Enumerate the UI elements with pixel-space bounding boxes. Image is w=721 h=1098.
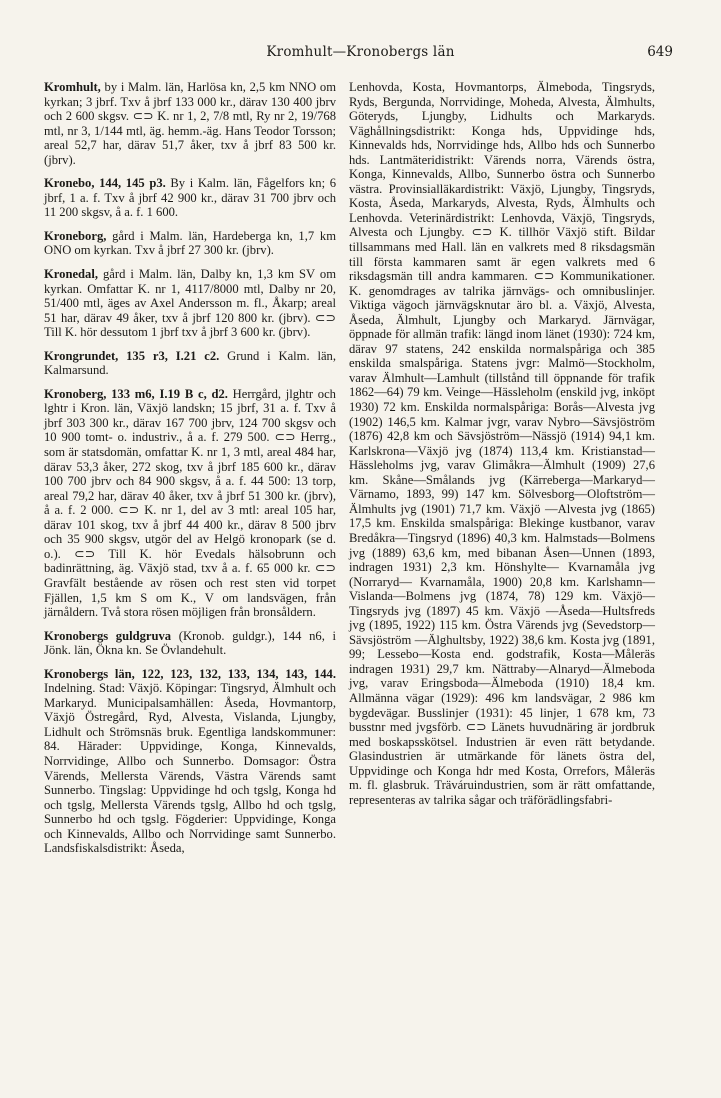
entry-krongrundet: [44, 349, 336, 378]
entry-text: by i Malm. län, Harlösa kn, 2,5 km NNO om kyrkan; 3 jbrf. Txv å jbrf 133 000 kr., därav 130 400 jbrv och 2 600 skgsv. ⊂⊃ K. nr 1, 2, 7/8 mtl, Ry nr 2, 19/768 mtl, nr 3, 1/144 mtl, äg. hemm.-äg. Hans Teodor Torsson; areal 52,7 har, därav 51,7 åker, txv å jbrf 83 500 kr. (jbrv).: [44, 80, 336, 167]
entry-headword: Kronebo, 144, 145 p3.: [44, 176, 166, 191]
entry-kronobergs-guldgruva: [44, 629, 336, 658]
entry-kronobergs-lan-continued: [349, 80, 655, 807]
entry-headword: Kronedal,: [44, 267, 98, 282]
right-column: [349, 80, 655, 816]
entry-text: By i Kalm. län, Fågelfors kn; 6 jbrf, 1 a. f. Txv å jbrf 42 900 kr., därav 31 700 jbrv och 11 200 skgsv, å a. f. 1 600.: [44, 176, 337, 220]
entry-kronedal: [44, 267, 336, 340]
entry-text: gård i Malm. län, Dalby kn, 1,3 km SV om kyrkan. Omfattar K. nr 1, 4117/8000 mtl, Dalby nr 20, 51/400 mtl, äges av Axel Andersson m. fl., Åkarp; areal 51 har, därav 49 åker, txv å jbrf 120 800 kr. (jbrv). ⊂⊃ Till K. hör dessutom 1 jbrf txv å jbrf 3 600 kr. (jbrv).: [44, 267, 336, 340]
entry-headword: Kroneborg,: [44, 228, 107, 243]
entry-headword: Kronoberg, 133 m6, I.19 B c, d2.: [44, 386, 228, 401]
entry-kromhult: [44, 80, 336, 167]
entry-headword: Kronobergs guldgruva: [44, 628, 172, 643]
running-title: Kromhult—Kronobergs län: [266, 44, 455, 60]
entry-kronebo: [44, 176, 336, 220]
entry-text: Herrgård, jlghtr och lghtr i Kron. län, Växjö landskn; 15 jbrf, 31 a. f. Txv å jbrf 303 300 kr., därav 167 700 jbrv, 124 700 skgsv och 10 900 tomt- o. industriv., å a. f. 279 500. ⊂⊃ Herrg., som är statsdomän, omfattar K. nr 1, 3 mtl, areal 484 har, därav 53,3 åker, 272 skog, txv å jbrf 185 600 kr., därav 100 700 jbrv och 84 900 skgsv, å a. f. 44 500: 13 torp, areal 79,2 har, därav 40 åker, txv å jbrf 51 300 kr. (jbrv), å a. f. 2 000. ⊂⊃ K. nr 1, del av 3 mtl: areal 105 har, därav 101 skog, txv å jbrf 44 400 kr., därav 8 500 jbrv och 35 900 skgsv, utgör del av Helgö kronopark (se d. o.). ⊂⊃ Till K. hör Evedals hälsobrunn och badinrättning, äg. Växjö stad, txv å a. f. 65 000 kr. ⊂⊃ Gravfält bestående av rösen och rest sten vid torpet Fjällen, 1,5 km S om K., V om landsvägen, från järnåldern. Två stora rösen möjligen från bronsåldern.: [44, 386, 336, 620]
entry-kronobergs-lan: [44, 667, 336, 856]
entry-headword: Kronobergs län, 122, 123, 132, 133, 134, 143, 144.: [44, 666, 336, 681]
entry-text: Grund i Kalm. län, Kalmarsund.: [44, 348, 336, 378]
entry-kroneborg: [44, 229, 336, 258]
page-number: 649: [647, 44, 673, 60]
page-header: [0, 44, 721, 64]
entry-text: Lenhovda, Kosta, Hovmantorps, Älmeboda, Tingsryds, Ryds, Bergunda, Norrvidinge, Moheda, Alvesta, Älmhults, Göteryds, Ljungby, Lidhults och Markaryds. Väghållningsdistrikt: Konga hds, Uppvidinge hds, Kinnevalds hds, Norrvidinge hds, Allbo hds och Sunnerbo hds. Lantmäteridistrikt: Värends norra, Värends östra, Konga, Kinnevalds, Allbo, Sunnerbo östra och Sunnerbo västra. Provinsialläkardistrikt: Växjö, Ljungby, Tingsryds, Kosta, Åseda, Markaryds, Alvesta, Ryds, Älmhults och Lenhovda. Veterinärdistrikt: Lenhovda, Växjö, Tingsryds, Alvesta och Ljungby. ⊂⊃ K. tillhör Växjö stift. Bildar tillsammans med Hall. län en valkrets med 8 riksdagsmän till första kammaren samt är egen valkrets med 6 riksdagsmän till andra kammaren. ⊂⊃ Kommunikationer. K. genomdrages av talrika järnvägs- och omnibuslinjer. Viktiga vägoch järnvägsknutar äro bl. a. Växjö, Alvesta, Åseda, Älmhult, Ljungby och Markaryd. Järnvägar, öppnade för allmän trafik: längd inom länet (1930): 724 km, därav 97 statens, 242 enskilda normalspåriga och 385 enskilda smalspåriga. Statens jvgr: Malmö—Stockholm, varav Älmhult—Lamhult (tillstånd till öppnande för trafik 1862—64) 79 km. Veinge—Hässleholm (enskild jvg, inköpt 1930) 72 km. Enskilda normalspåriga: Borås—Alvesta jvg (1902) 146,5 km. Kalmar jvgr, varav Nybro—Sävsjöström (1876) 42,8 km och Sävsjöström—Nässjö (1914) 94,1 km. Karlskrona—Växjö jvg (1874) 113,4 km. Kristianstad—Hässleholms jvg, varav Glimåkra—Älmhult (1909) 27,6 km. Skåne—Smålands jvg (Kärreberga—Markaryd—Värnamo, 1893, 99) 147 km. Sölvesborg—Oloftström—Älmhults jvg (1901) 71,7 km. Växjö —Alvesta jvg (1865) 17,5 km. Enskilda smalspåriga: Blekinge kustbanor, varav Bredåkra—Tingsryd (1896) 40,3 km. Halmstads—Bolmens jvg (1889) 63,6 km, med bibanan Åsen—Unnen (1893, indragen 1931) 2,3 km. Hönshylte— Kvarnamåla jvg (Norraryd— Kvarnamåla, 1900) 20,8 km. Karlshamn—Vislanda—Bolmens jvg (1874, 78) 129 km. Växjö—Tingsryds jvg (1897) 45 km. Växjö —Åseda—Hultsfreds jvg (1895, 1922) 115 km. Östra Värends jvg (Sevedstorp—Sävsjöström —Älghultsby, 1922) 38,6 km. Kosta jvg (1891, 99; Lessebo—Kosta end. godstrafik, Kosta—Måleräs indragen 1931) 29,7 km. Nättraby—Alnaryd—Älmeboda jvg, varav Eringsboda—Älmeboda (1910) 18,4 km. Allmänna vägar (1929): 496 km landsvägar, 2 986 km bygdevägar. Busslinjer (1931): 45 linjer, 1 678 km, 73 busstnr med jvgsförb. ⊂⊃ Länets huvudnäring är jordbruk med boskapsskötsel. Industrien är even rätt betydande. Glasindustrien är utmärkande för länets östra del, Uppvidinge och Konga hdr med Kosta, Orrefors, Måleräs m. fl. glasbruk. Träváruindustrien, som är rätt omfattande, representeras av talrika sågar och träförädlingsfabri-: [349, 80, 655, 807]
entry-text: (Kronob. guldgr.), 144 n6, i Jönk. län, Ökna kn. Se Övlandehult.: [44, 628, 337, 658]
entry-text: Indelning. Stad: Växjö. Köpingar: Tingsryd, Älmhult och Markaryd. Municipalsamhällen: Åseda, Hovmantorp, Växjö Östregård, Ryd, Alvesta, Vislanda, Ljungby, Lidhult och Strömsnäs bruk. Egentliga landskommuner: 84. Härader: Uppvidinge, Konga, Kinnevalds, Norrvidinge, Allbo och Sunnerbo. Domsagor: Östra Värends, Mellersta Värends, Västra Värends samt Sunnerbo. Tingslag: Uppvidinge hd och tgslg, Konga hd och tgslg, Mellersta Värends tgslg, Allbo hd och tgslg, Sunnerbo hd och tgslg. Fögderier: Uppvidinge, Konga och Kinnevalds, Allbo och Norrvidinge samt Sunnerbo. Landsfiskalsdistrikt: Åseda,: [44, 681, 336, 856]
left-column: [44, 80, 336, 865]
entry-kronoberg: [44, 387, 336, 620]
entry-headword: Kromhult,: [44, 80, 101, 94]
entry-headword: Krongrundet, 135 r3, I.21 c2.: [44, 348, 220, 363]
entry-text: gård i Malm. län, Hardeberga kn, 1,7 km ONO om kyrkan. Txv å jbrf 27 300 kr. (jbrv).: [44, 228, 336, 258]
